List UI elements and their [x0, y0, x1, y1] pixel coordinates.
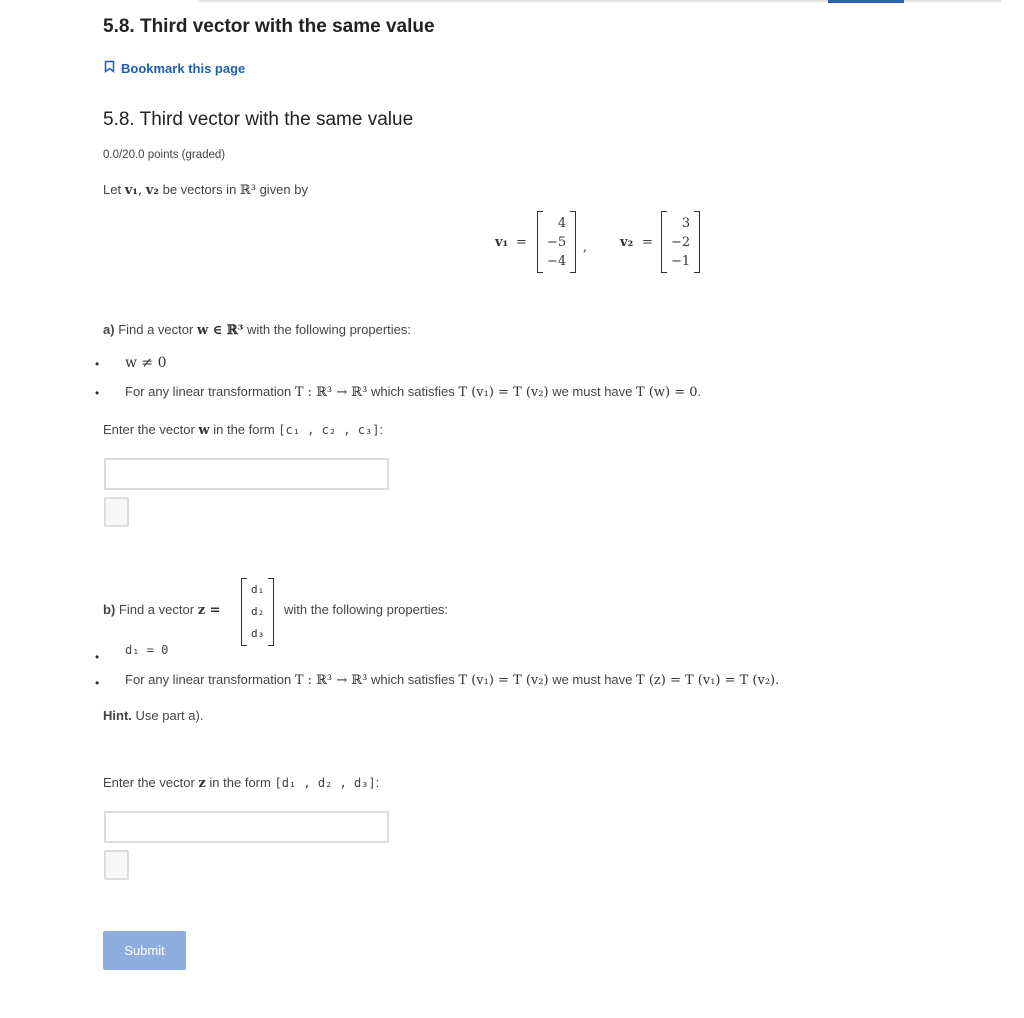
- intro-be: be vectors in: [162, 182, 237, 197]
- part-b-label: b): [103, 602, 116, 617]
- matrix-entry: −1: [671, 253, 691, 269]
- matrix-comma: ,: [583, 240, 588, 255]
- bullet-dot: •: [95, 676, 100, 690]
- intro-let: Let: [103, 182, 122, 197]
- v2-equals: =: [642, 235, 653, 250]
- bullet-dot: •: [95, 386, 100, 400]
- v1-matrix: [537, 211, 576, 273]
- part-a-prompt: [103, 322, 411, 338]
- part-b-z: z =: [197, 603, 221, 618]
- part-b-bullet2: For any linear transformation T : ℝ³ → ℝ³ which satisfies T (v₁) = T (v₂) we must have T (z) = T (v₁) = T (v₂).: [125, 672, 780, 688]
- bookmark-icon: [104, 60, 115, 76]
- intro-r3: ℝ³: [239, 183, 256, 198]
- part-b-find: Find a vector: [118, 602, 195, 617]
- bookmark-button[interactable]: [104, 60, 245, 76]
- v2-matrix: [661, 211, 700, 273]
- active-unit-indicator: [828, 0, 904, 3]
- bullet-dot: •: [95, 650, 100, 664]
- part-b-instructions: Enter the vector z in the form [d₁ , d₂ , d₃]:: [103, 775, 380, 791]
- hint: [103, 708, 203, 723]
- intro-v2: v₂: [145, 183, 159, 198]
- hint-text: Use part a).: [135, 708, 204, 723]
- answer-b-status-indicator: [104, 850, 129, 880]
- matrix-entry: d₃: [251, 627, 265, 640]
- matrix-entry: −5: [547, 234, 567, 250]
- part-a-instructions: Enter the vector w in the form [c₁ , c₂ , c₃]:: [103, 422, 384, 438]
- problem-title: 5.8. Third vector with the same value: [103, 109, 414, 130]
- matrix-entry: d₂: [251, 605, 265, 618]
- part-a-bullet1: w ≠ 0: [125, 355, 167, 371]
- part-b-bullet1: d₁ = 0: [125, 643, 169, 657]
- z-matrix: [241, 578, 274, 646]
- answer-b-input[interactable]: [104, 811, 389, 843]
- v1-equals: =: [516, 235, 527, 250]
- part-a-find: Find a vector: [118, 322, 194, 337]
- answer-a-input[interactable]: [104, 458, 389, 490]
- part-a-props: with the following properties:: [246, 322, 411, 337]
- v1-label: v₁: [495, 235, 509, 250]
- page-title: 5.8. Third vector with the same value: [103, 16, 435, 37]
- submit-button[interactable]: Submit: [103, 931, 186, 970]
- v2-label: v₂: [620, 235, 634, 250]
- matrix-entry: −4: [547, 253, 567, 269]
- matrix-entry: 3: [681, 215, 691, 231]
- bullet-dot: •: [95, 357, 100, 371]
- part-a-w: w ∈ ℝ³: [196, 323, 244, 338]
- hint-label: Hint.: [103, 708, 132, 723]
- part-a-label: a): [103, 322, 115, 337]
- part-b-prompt: [103, 602, 221, 618]
- matrix-entry: 4: [557, 215, 567, 231]
- part-a-bullet2: For any linear transformation T : ℝ³ → ℝ³ which satisfies T (v₁) = T (v₂) we must have T (w) = 0.: [125, 384, 702, 400]
- intro-given: given by: [259, 182, 308, 197]
- answer-a-status-indicator: [104, 497, 129, 527]
- matrix-entry: d₁: [251, 583, 265, 596]
- bookmark-label: Bookmark this page: [121, 60, 246, 76]
- matrix-entry: −2: [671, 234, 691, 250]
- intro-v1: v₁: [124, 183, 138, 198]
- intro-line: Let v₁, v₂ be vectors in ℝ³ given by: [103, 182, 308, 198]
- points-status: 0.0/20.0 points (graded): [103, 149, 226, 161]
- part-b-props: with the following properties:: [284, 602, 449, 617]
